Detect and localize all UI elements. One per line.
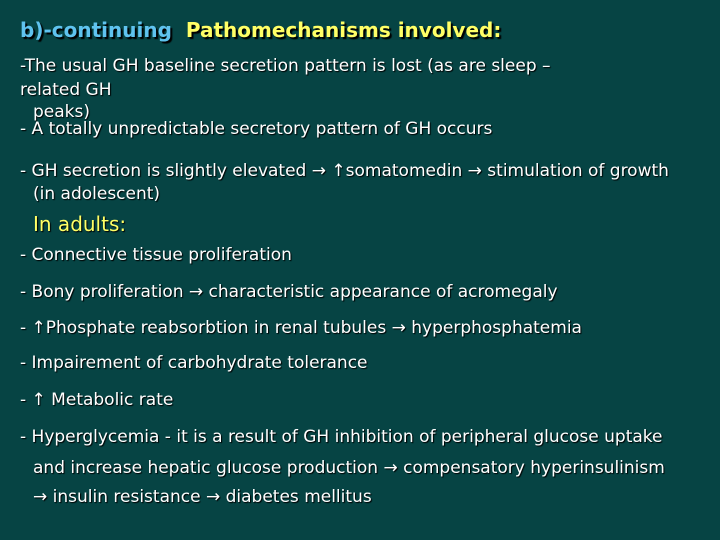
bullet-gh-elevated-line1: - GH secretion is slightly elevated → ↑somatomedin → stimulation of growth	[20, 161, 669, 181]
bullet-connective-tissue: - Connective tissue proliferation	[20, 245, 292, 265]
bullet-gh-elevated-line2: (in adolescent)	[33, 184, 161, 204]
bullet-hyperglycemia-line2: and increase hepatic glucose production → compensatory hyperinsulinism	[33, 458, 665, 478]
bullet-hyperglycemia-line3: → insulin resistance → diabetes mellitus	[33, 487, 372, 507]
bullet-baseline-lost-line1: -The usual GH baseline secretion pattern is lost (as are sleep –	[20, 56, 551, 76]
slide-title	[20, 20, 501, 40]
bullet-carbohydrate-tolerance: - Impairement of carbohydrate tolerance	[20, 353, 368, 373]
title-prefix: b)-continuing	[20, 18, 172, 42]
bullet-hyperglycemia-line1: - Hyperglycemia - it is a result of GH inhibition of peripheral glucose uptake	[20, 427, 663, 447]
bullet-metabolic-rate: - ↑ Metabolic rate	[20, 390, 174, 410]
bullet-phosphate-reabsorption: - ↑Phosphate reabsorbtion in renal tubules → hyperphosphatemia	[20, 318, 582, 338]
bullet-baseline-lost-line3: peaks)	[33, 102, 91, 122]
bullet-baseline-lost-line2: related GH	[20, 80, 112, 100]
bullet-bony-proliferation: - Bony proliferation → characteristic appearance of acromegaly	[20, 282, 558, 302]
bullet-unpredictable-pattern: - A totally unpredictable secretory pattern of GH occurs	[20, 119, 493, 139]
subheading-in-adults: In adults:	[33, 212, 127, 236]
title-main: Pathomechanisms involved:	[185, 18, 502, 42]
